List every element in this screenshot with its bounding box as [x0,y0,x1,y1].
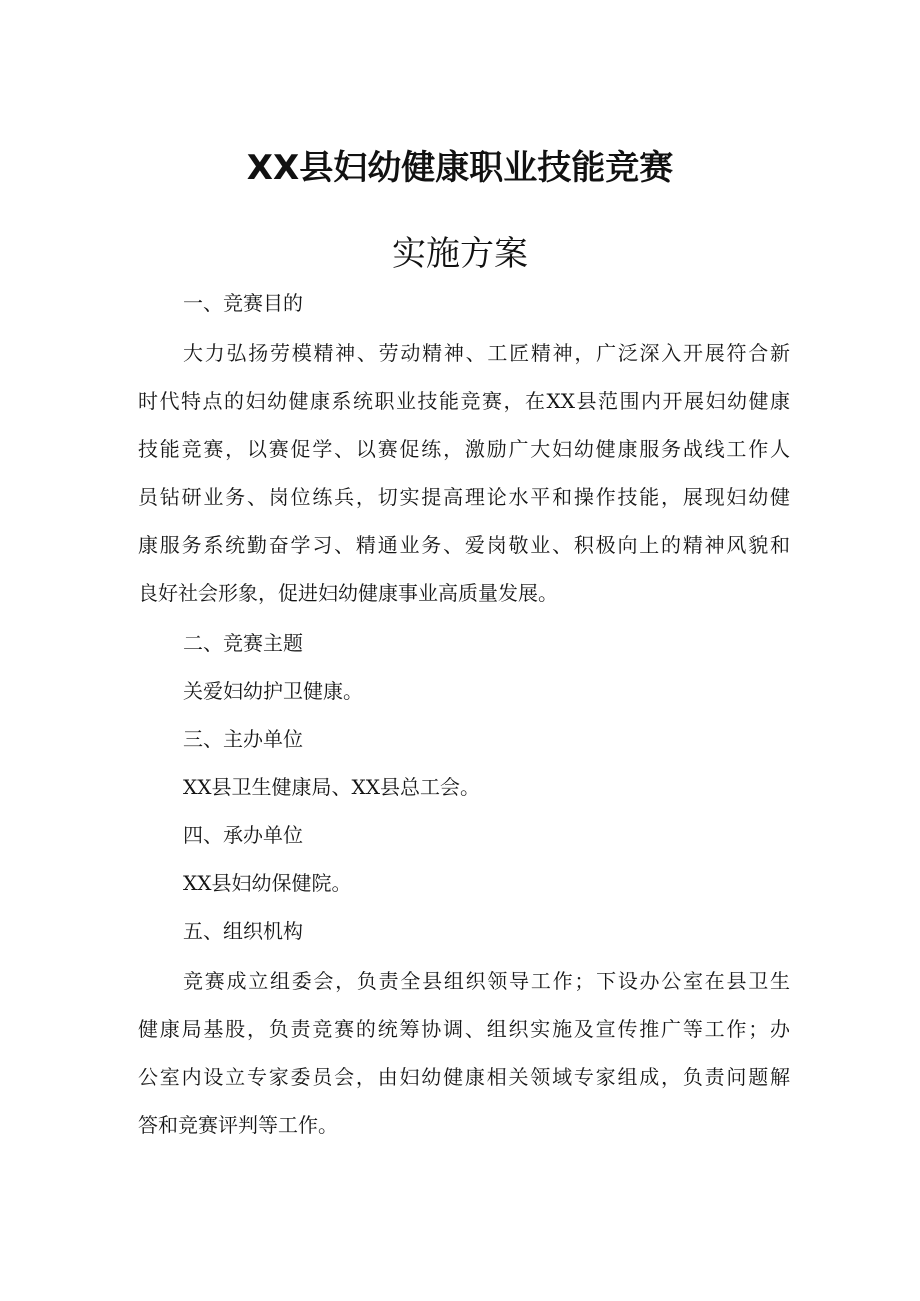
document-title-line-2: 实施方案 [392,234,528,274]
paragraph-line: 技能竞赛，以赛促学、以赛促练，激励广大妇幼健康服务战线工作人 [138,437,790,461]
paragraph-line: 关爱妇幼护卫健康。 [183,679,363,703]
document-title-line-1: XX县妇幼健康职业技能竞赛 [246,148,674,188]
paragraph-line: 竞赛成立组委会，负责全县组织领导工作；下设办公室在县卫生 [183,969,790,993]
paragraph-line: 良好社会形象，促进妇幼健康事业高质量发展。 [138,581,558,605]
paragraph-line: XX县妇幼保健院。 [183,871,352,895]
section-heading-organization: 五、组织机构 [183,919,303,943]
paragraph-line: XX县卫生健康局、XX县总工会。 [183,775,480,799]
section-heading-theme: 二、竞赛主题 [183,631,303,655]
paragraph-line: 康服务系统勤奋学习、精通业务、爱岗敬业、积极向上的精神风貌和 [138,533,790,557]
section-heading-purpose: 一、竞赛目的 [183,291,303,315]
paragraph-line: 大力弘扬劳模精神、劳动精神、工匠精神，广泛深入开展符合新 [183,341,790,365]
section-heading-host: 四、承办单位 [183,823,303,847]
section-heading-organizer: 三、主办单位 [183,727,303,751]
paragraph-line: 健康局基股，负责竞赛的统筹协调、组织实施及宣传推广等工作；办 [138,1017,790,1041]
paragraph-line: 员钻研业务、岗位练兵，切实提高理论水平和操作技能，展现妇幼健 [138,485,790,509]
paragraph-line: 答和竞赛评判等工作。 [138,1113,338,1137]
paragraph-line: 时代特点的妇幼健康系统职业技能竞赛，在XX县范围内开展妇幼健康 [138,389,790,413]
paragraph-line: 公室内设立专家委员会，由妇幼健康相关领域专家组成，负责问题解 [138,1065,790,1089]
